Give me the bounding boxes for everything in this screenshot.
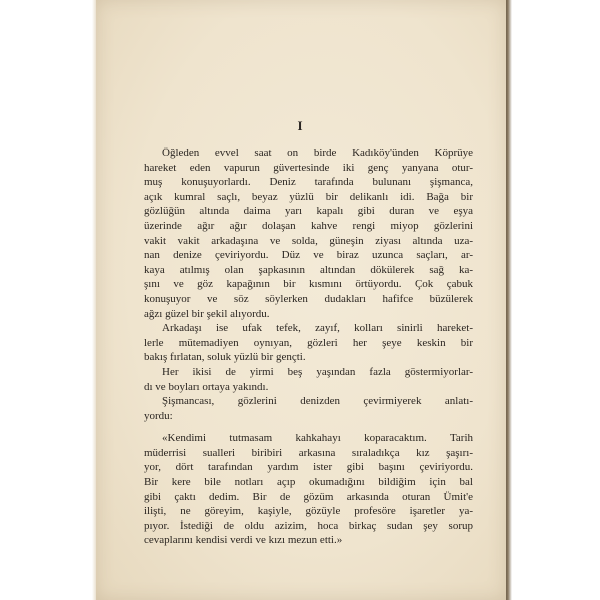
text-line: yor, dört tarafından yardım ister gibi başını çeviriyordu. [144,461,473,474]
text-line: gözlüğün altında daima yarı kapalı gibi duran ve eşya [144,205,473,218]
text-line: açık kumral saçlı, beyaz yüzlü bir delikanlı idi. Bağa bir [144,190,473,203]
text-line: Her ikisi de yirmi beş yaşından fazla göstermiyorlar- [162,365,473,378]
text-line: Öğleden evvel saat on birde Kadıköy'ünden Köprüye [162,147,473,159]
text-line: muş konuşuyorlardı. Deniz tarafında bulunanı şişmanca, [144,176,473,189]
text-line: cevaplarını kendisi verdi ve kızı mezun etti.» [144,534,343,547]
text-line: bakış fırlatan, soluk yüzlü bir gençti. [144,351,306,364]
text-line: nan denize çeviriyordu. Düz ve biraz uzunca saçları, ar- [144,249,473,262]
text-line: üzerinde ağır ağır dolaşan kahve rengi miyop gözlerini [144,219,473,232]
text-line: kaya atılmış olan şapkasının altından dökülerek sağ ka- [144,263,473,276]
text-line: şını ve göz kapağının bir kısmını örtüyordu. Çok çabuk [144,278,473,291]
chapter-number: I [297,118,303,133]
body-text [144,146,473,548]
paragraph [144,394,473,423]
text-line: hareket eden vapurun güvertesinde iki genç yanyana otur- [144,161,473,174]
text-line: konuşuyor ve söz söylerken dudakları hafifce büzülerek [144,292,473,305]
paragraph [144,146,473,321]
text-line: lerle mütemadiyen oynıyan, gözleri her şeye keskin bir [144,336,473,349]
text-line: gibi çaktı dedim. Bir de gözüm arkasında oturan Ümit'e [144,490,473,503]
text-line: pıyor. İstediği de oldu azizim, hoca birkaç sudan şey sorup [144,519,473,532]
text-line: «Kendimi tutmasam kahkahayı koparacaktım. Tarih [162,432,473,445]
text-line: dı ve boyları ortaya yakındı. [144,380,269,393]
text-line: Şişmancası, gözlerini denizden çevirmiyerek anlatı- [162,395,473,408]
text-line: müderrisi sualleri biribiri arkasına sıraladıkça kız şaşırı- [144,446,473,459]
text-line: vakit vakit arkadaşına ve solda, güneşin ziyası altında uza- [144,234,473,247]
paragraph [144,365,473,394]
text-line: yordu: [144,409,173,422]
text-line: ağzı güzel bir şekil alıyordu. [144,307,270,320]
paragraph [144,321,473,365]
text-line: ilişti, ne göreyim, kaşiyle, gözüyle profesöre işaretler ya- [144,505,473,518]
paragraph-gap [144,423,473,431]
text-line: Arkadaşı ise ufak tefek, zayıf, kolları sinirli hareket- [162,322,473,335]
text-line: Bir kere bile notları açıp okumadığını bildiğim için bal [144,476,473,489]
paragraph [144,431,473,548]
